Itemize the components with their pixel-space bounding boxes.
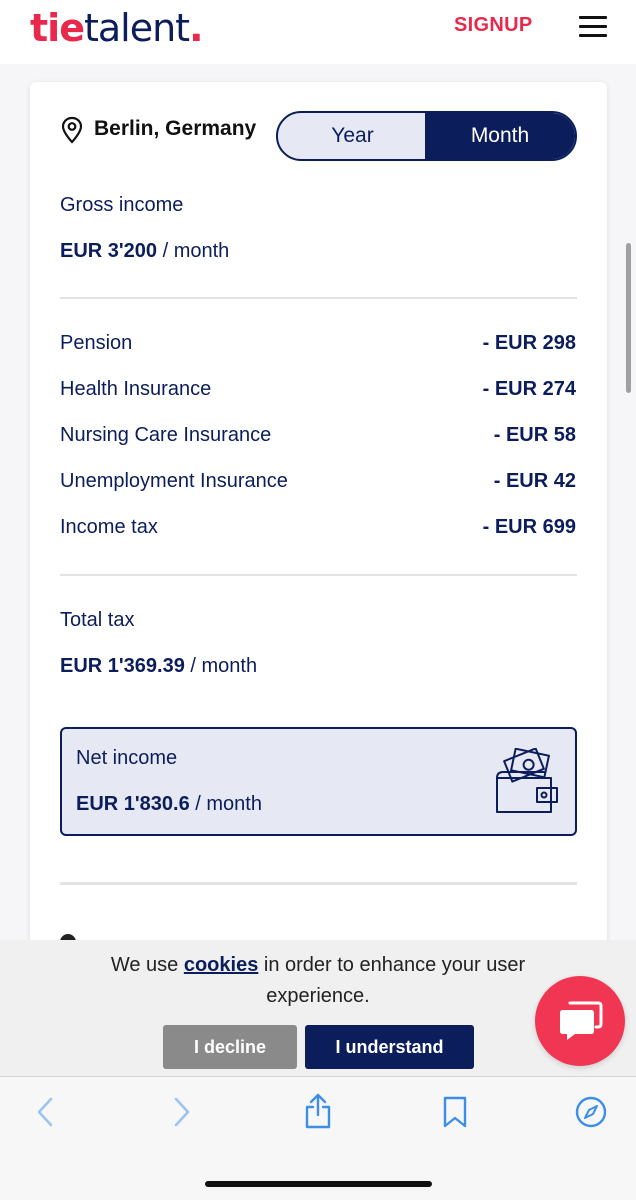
- divider: [60, 882, 577, 885]
- deduction-label-unemployment: Unemployment Insurance: [60, 470, 288, 492]
- gross-income-label: Gross income: [60, 194, 184, 216]
- cookie-text-before: We use: [110, 954, 184, 976]
- gross-income-unit: / month: [162, 240, 230, 262]
- hamburger-menu-icon[interactable]: [579, 16, 607, 38]
- chevron-left-icon[interactable]: [34, 1095, 56, 1129]
- cookies-link[interactable]: cookies: [183, 954, 259, 976]
- toggle-month-option[interactable]: Month: [425, 113, 575, 159]
- home-indicator[interactable]: [205, 1181, 432, 1187]
- logo-dot: .: [189, 6, 203, 50]
- deduction-amount-nursing-care: - EUR 58: [493, 424, 576, 446]
- deduction-label-health-insurance: Health Insurance: [60, 378, 212, 400]
- accept-button[interactable]: I understand: [305, 1025, 474, 1069]
- signup-link[interactable]: SIGNUP: [454, 14, 533, 36]
- toggle-year-option[interactable]: Year: [331, 124, 374, 147]
- chat-bubble-icon: [557, 998, 603, 1044]
- total-tax-unit: / month: [190, 655, 258, 677]
- divider: [60, 297, 577, 299]
- deduction-label-income-tax: Income tax: [60, 516, 158, 538]
- gross-income-value: [60, 240, 229, 263]
- decline-button[interactable]: I decline: [163, 1025, 297, 1069]
- deduction-amount-pension: - EUR 298: [482, 332, 576, 354]
- logo-talent-text: talent: [83, 6, 190, 50]
- period-toggle: [276, 111, 577, 161]
- tietalent-logo[interactable]: [30, 6, 203, 50]
- logo-tie-text: tie: [30, 6, 84, 50]
- deduction-label-nursing-care: Nursing Care Insurance: [60, 424, 272, 446]
- bookmark-icon[interactable]: [441, 1095, 469, 1129]
- deduction-amount-health-insurance: - EUR 274: [482, 378, 576, 400]
- scrollbar[interactable]: [626, 243, 631, 393]
- location-label: Berlin, Germany: [94, 117, 257, 140]
- cookie-text-after: in order to enhance your user experience.: [258, 954, 526, 1007]
- gross-income-amount: EUR 3'200: [60, 240, 158, 262]
- divider: [60, 574, 577, 576]
- chevron-right-icon[interactable]: [171, 1095, 193, 1129]
- compass-icon[interactable]: [575, 1096, 607, 1128]
- total-tax-value: [60, 655, 257, 678]
- total-tax-label: Total tax: [60, 609, 135, 631]
- total-tax-amount: EUR 1'369.39: [60, 655, 185, 677]
- deduction-label-pension: Pension: [60, 332, 133, 354]
- net-income-label: Net income: [76, 747, 178, 769]
- map-pin-icon: [60, 116, 84, 144]
- net-income-unit: / month: [195, 793, 262, 815]
- cookie-message: [60, 950, 576, 1012]
- share-icon[interactable]: [303, 1092, 333, 1130]
- deduction-amount-unemployment: - EUR 42: [493, 470, 576, 492]
- deduction-amount-income-tax: - EUR 699: [482, 516, 576, 538]
- top-header: [0, 0, 636, 64]
- wallet-icon: [493, 748, 561, 818]
- chat-button[interactable]: [535, 976, 625, 1066]
- net-income-value: [76, 793, 262, 816]
- net-income-amount: EUR 1'830.6: [76, 793, 190, 815]
